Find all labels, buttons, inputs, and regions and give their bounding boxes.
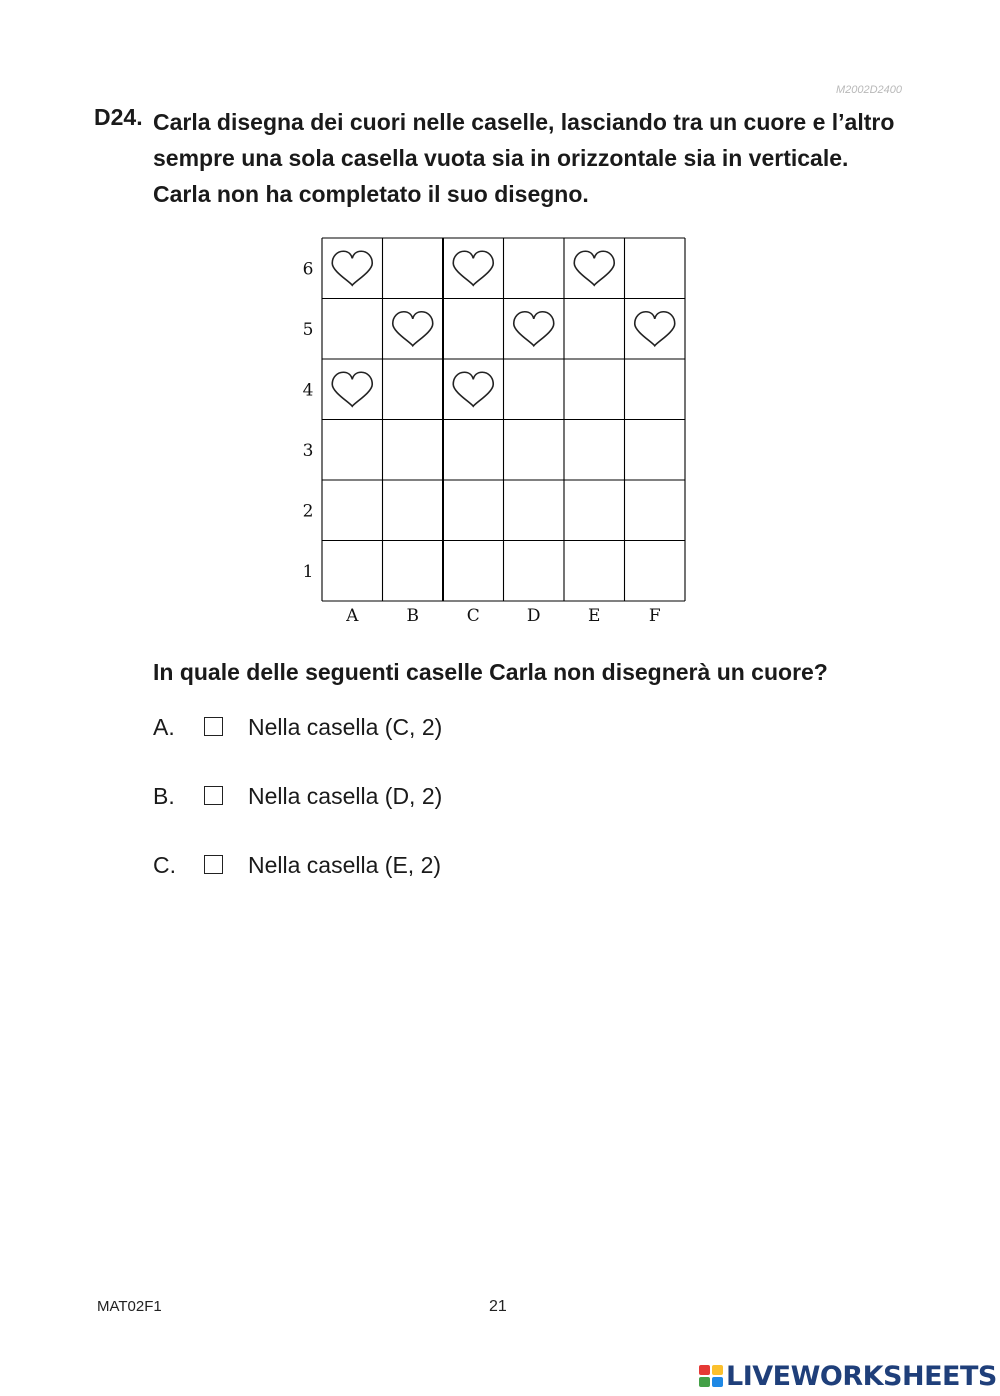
brand-logo[interactable] [698, 1362, 997, 1390]
row-label: 1 [302, 561, 314, 582]
page-number: 21 [489, 1298, 507, 1315]
column-label: C [466, 606, 480, 626]
row-label: 3 [302, 440, 314, 461]
row-label: 4 [302, 380, 314, 401]
heart-outline-icon [635, 312, 675, 346]
heart-outline-icon [332, 251, 372, 285]
column-label: D [526, 606, 541, 626]
option-checkbox[interactable] [204, 717, 223, 736]
option-label: Nella casella (E, 2) [248, 852, 442, 878]
liveworksheets-logo-icon [698, 1363, 724, 1389]
question-number: D24. [94, 104, 143, 130]
option-letter: B. [153, 783, 175, 809]
heart-outline-icon [393, 312, 433, 346]
row-label: 2 [302, 501, 314, 522]
column-label: F [648, 606, 661, 626]
row-label: 6 [302, 259, 314, 280]
question-note: Carla non ha completato il suo disegno. [153, 181, 589, 207]
heart-grid [296, 234, 696, 634]
option-letter: C. [153, 852, 176, 878]
footer-code: MAT02F1 [97, 1298, 162, 1315]
heart-outline-icon [453, 251, 493, 285]
row-label: 5 [302, 319, 314, 340]
heart-outline-icon [332, 372, 372, 406]
heart-outline-icon [574, 251, 614, 285]
column-label: B [406, 606, 419, 626]
heart-outline-icon [514, 312, 554, 346]
question-code: M2002D2400 [835, 84, 902, 96]
heart-outline-icon [453, 372, 493, 406]
column-label: A [346, 606, 359, 626]
brand-name: LIVEWORKSHEETS [726, 1360, 997, 1392]
option-letter: A. [153, 714, 175, 740]
question-prompt: In quale delle seguenti caselle Carla non disegnerà un cuore? [153, 659, 828, 685]
question-text: Carla disegna dei cuori nelle caselle, lasciando tra un cuore e l’altro sempre una sola casella vuota sia in orizzontale sia in verticale. [153, 109, 895, 171]
option-label: Nella casella (C, 2) [248, 714, 443, 740]
option-checkbox[interactable] [204, 786, 223, 805]
option-checkbox[interactable] [204, 855, 223, 874]
column-label: E [588, 606, 601, 626]
option-label: Nella casella (D, 2) [248, 783, 443, 809]
